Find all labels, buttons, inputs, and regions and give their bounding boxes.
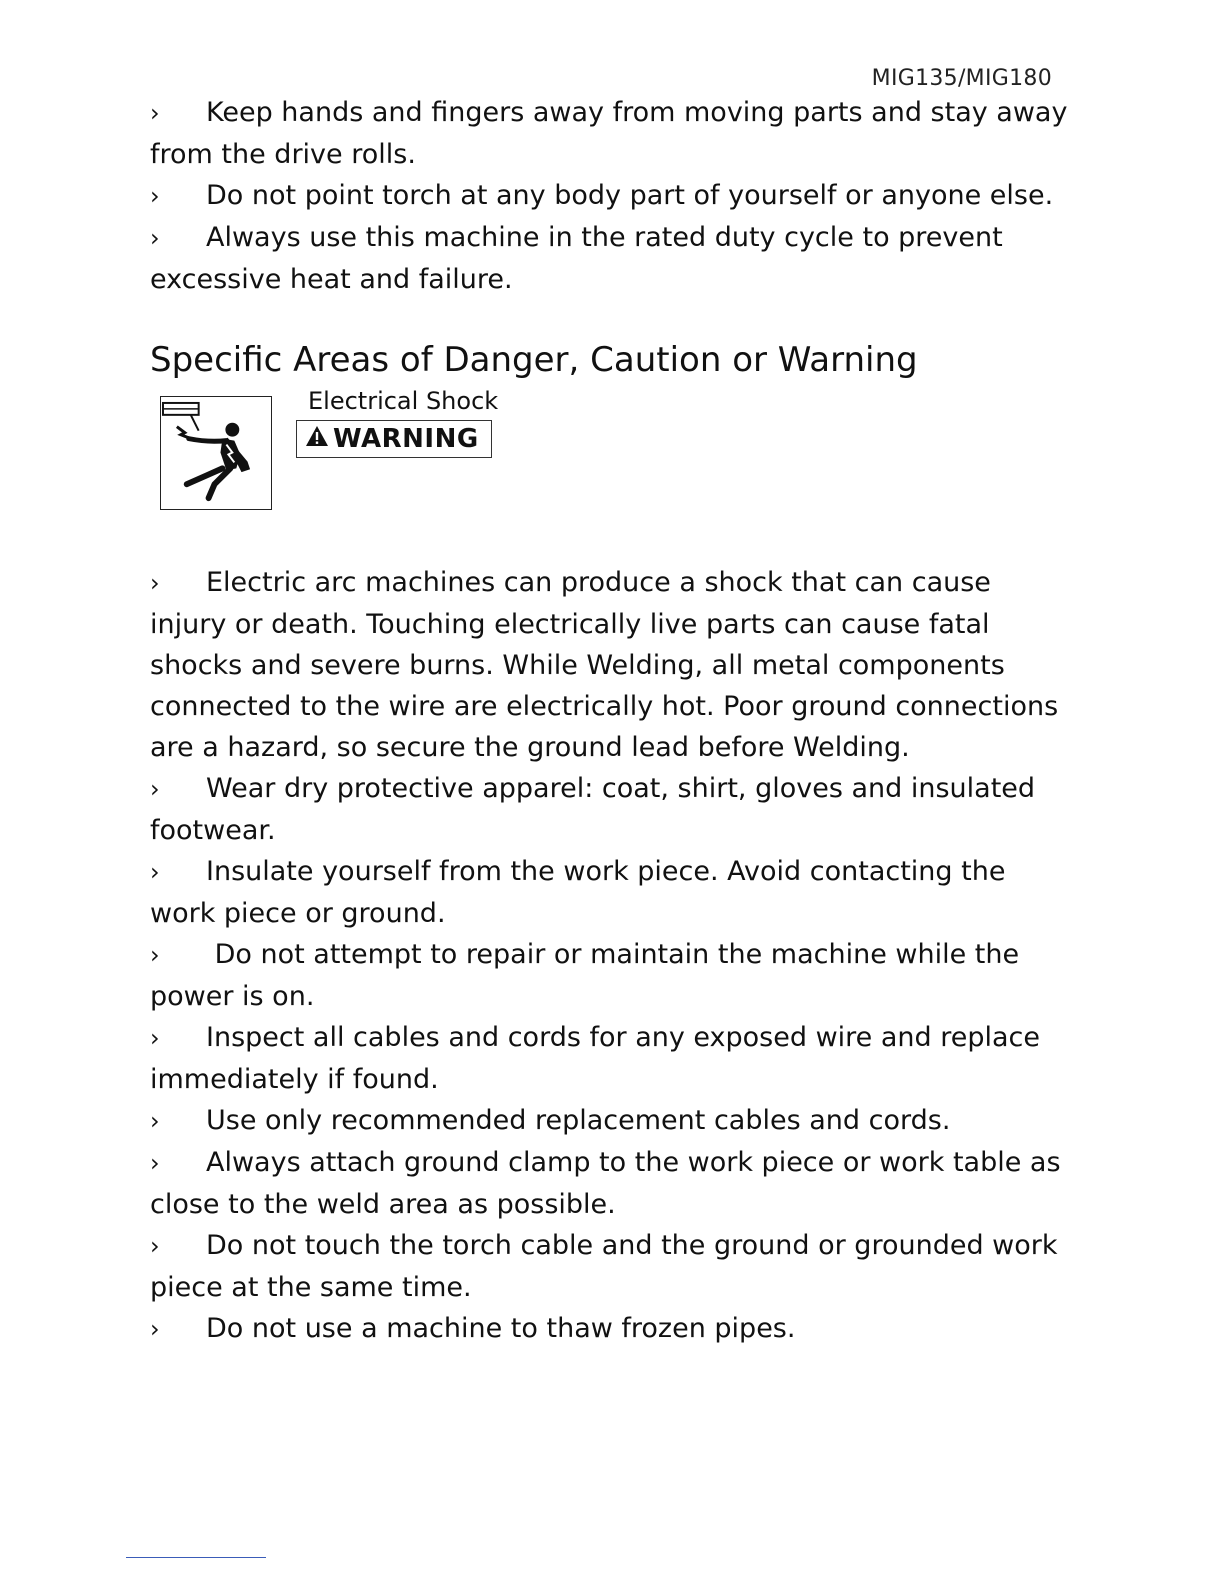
warning-triangle-icon bbox=[305, 424, 329, 454]
shock-bullet-list bbox=[150, 562, 1070, 1350]
document-body bbox=[150, 92, 1070, 1350]
list-item-text: Do not point torch at any body part of yourself or anyone else. bbox=[206, 180, 1054, 211]
footer-rule bbox=[126, 1557, 266, 1558]
chevron-right-icon: › bbox=[150, 182, 160, 210]
list-item bbox=[150, 768, 1070, 851]
electrical-shock-icon bbox=[160, 396, 272, 510]
chevron-right-icon: › bbox=[150, 569, 160, 597]
intro-bullet-list bbox=[150, 92, 1070, 300]
chevron-right-icon: › bbox=[150, 775, 160, 803]
list-item bbox=[150, 1308, 1070, 1350]
chevron-right-icon: › bbox=[150, 224, 160, 252]
chevron-right-icon: › bbox=[150, 1315, 160, 1343]
list-item-text: Insulate yourself from the work piece. Avoid contacting the work piece or ground. bbox=[150, 856, 1006, 929]
list-item-text: Wear dry protective apparel: coat, shirt, gloves and insulated footwear. bbox=[150, 773, 1036, 846]
chevron-right-icon: › bbox=[150, 1149, 160, 1177]
warning-badge bbox=[296, 420, 492, 458]
chevron-right-icon: › bbox=[150, 941, 160, 969]
list-item-text: Keep hands and fingers away from moving parts and stay away from the drive rolls. bbox=[150, 97, 1068, 170]
list-item bbox=[150, 217, 1070, 300]
list-item bbox=[150, 92, 1070, 175]
chevron-right-icon: › bbox=[150, 99, 160, 127]
chevron-right-icon: › bbox=[150, 1024, 160, 1052]
chevron-right-icon: › bbox=[150, 858, 160, 886]
list-item-text: Always attach ground clamp to the work piece or work table as close to the weld area as possible. bbox=[150, 1147, 1061, 1220]
list-item bbox=[150, 1017, 1070, 1100]
list-item-text: Do not touch the torch cable and the ground or grounded work piece at the same time. bbox=[150, 1230, 1058, 1303]
list-item-text: Always use this machine in the rated duty cycle to prevent excessive heat and failure. bbox=[150, 222, 1003, 295]
list-item bbox=[150, 175, 1070, 217]
hazard-label: Electrical Shock bbox=[308, 387, 499, 415]
list-item bbox=[150, 934, 1070, 1017]
list-item bbox=[150, 562, 1070, 768]
chevron-right-icon: › bbox=[150, 1107, 160, 1135]
chevron-right-icon: › bbox=[150, 1232, 160, 1260]
list-item-text: Do not use a machine to thaw frozen pipes. bbox=[206, 1313, 796, 1344]
page-header-model-code: MIG135/MIG180 bbox=[871, 66, 1052, 91]
section-title: Specific Areas of Danger, Caution or Warning bbox=[150, 340, 918, 380]
list-item bbox=[150, 1225, 1070, 1308]
list-item bbox=[150, 1100, 1070, 1142]
list-item bbox=[150, 851, 1070, 934]
list-item-text: Do not attempt to repair or maintain the machine while the power is on. bbox=[150, 939, 1028, 1012]
list-item-text: Inspect all cables and cords for any exposed wire and replace immediately if found. bbox=[150, 1022, 1041, 1095]
list-item-text: Use only recommended replacement cables and cords. bbox=[206, 1105, 951, 1136]
list-item bbox=[150, 1142, 1070, 1225]
hazard-block bbox=[150, 386, 1070, 526]
warning-text: WARNING bbox=[333, 424, 479, 454]
list-item-text: Electric arc machines can produce a shock that can cause injury or death. Touching electrically live parts can cause fatal shocks and severe burns. While Welding, all metal components connected to the wire are electrically hot. Poor ground connections are a hazard, so secure the ground lead before Welding. bbox=[150, 567, 1059, 763]
